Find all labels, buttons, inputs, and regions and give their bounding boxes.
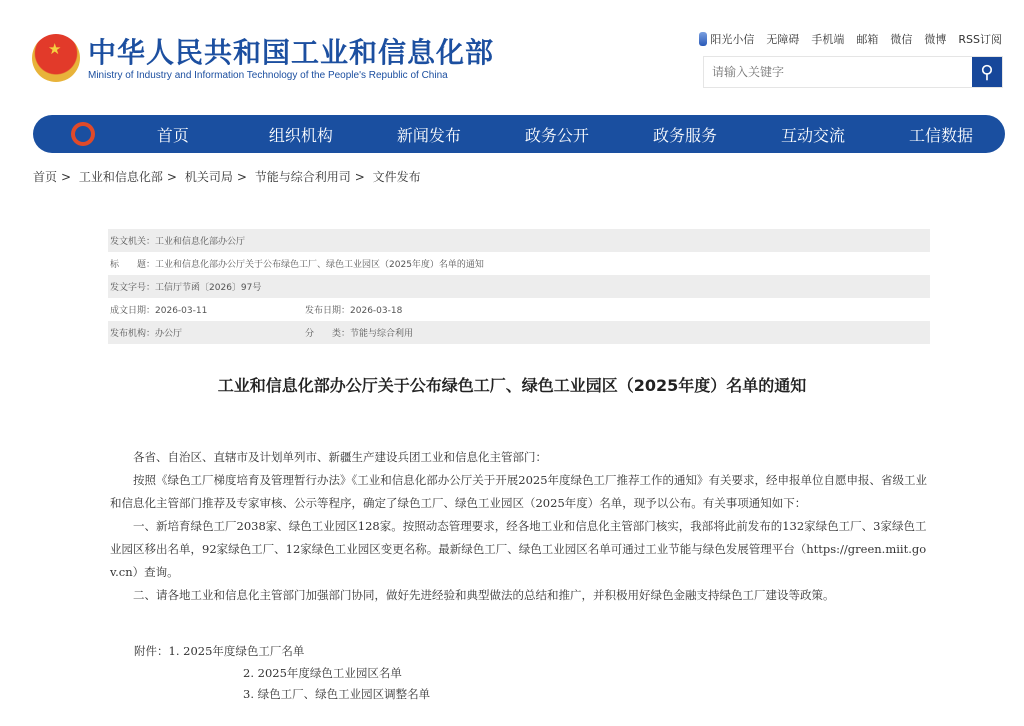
breadcrumb-miit[interactable]: 工业和信息化部 [78,170,163,184]
breadcrumb-energy-dept[interactable]: 节能与综合利用司 [254,170,351,184]
top-links [699,31,1002,47]
paragraph: 二、请各地工业和信息化主管部门加强部门协同，做好先进经验和典型做法的总结和推广，并积极用好绿色金融支持绿色工厂建设等政策。 [133,588,835,602]
attachment-link-1[interactable]: 附件：1. 2025年度绿色工厂名单 [134,644,305,658]
breadcrumb-departments[interactable]: 机关司局 [184,170,233,184]
site-title: 中华人民共和国工业和信息化部 [88,35,495,69]
nav-home[interactable]: 首页 [156,125,189,145]
breadcrumb: 首页 > 工业和信息化部 > 机关司局 > 节能与综合利用司 > 文件发布 [33,170,421,184]
nav-news[interactable]: 新闻发布 [396,125,461,145]
search-icon: ⚲ [980,61,994,82]
breadcrumb-home[interactable]: 首页 [33,170,58,184]
article-title: 工业和信息化部办公厅关于公布绿色工厂、绿色工业园区（2025年度）名单的通知 [217,376,807,395]
site-logo[interactable] [32,34,494,82]
meta-row-docno: 发文字号： 工信厅节函〔2026〕97号 [108,275,930,298]
link-weibo[interactable]: 微博 [924,33,947,46]
paragraph: 一、新培育绿色工厂2038家、绿色工业园区128家。按照动态管理要求，经各地工业和信息化主管部门核实，我部将此前发布的132家绿色工厂、3家绿色工业园区移出名单，92家绿色工厂、12家绿色工业园区变更名称。最新绿色工厂、绿色工业园区名单可通过工业节能与绿色发展管理平台（https://green.miit.gov.cn）查询。 [110,519,927,579]
attachment-link-2[interactable]: 2. 2025年度绿色工业园区名单 [243,666,402,680]
nav-interaction[interactable]: 互动交流 [780,125,845,145]
meta-row-title: 标 题： 工业和信息化部办公厅关于公布绿色工厂、绿色工业园区（2025年度）名单的通知 [110,260,484,270]
national-emblem-icon [32,34,80,82]
nav-data[interactable]: 工信数据 [908,125,973,145]
meta-row-org: 发布机构：办公厅 分 类：节能与综合利用 [108,321,930,344]
link-accessibility[interactable]: 无障碍 [766,33,800,46]
link-mobile[interactable]: 手机端 [811,33,845,46]
link-sunshine[interactable]: 阳光小信 [699,31,754,47]
attachment-link-3[interactable]: 3. 绿色工厂、绿色工业园区调整名单 [243,687,431,701]
meta-row-issuer: 发文机关： 工业和信息化部办公厅 [108,229,930,252]
nav-logo-icon [71,122,95,146]
link-rss[interactable]: RSS订阅 [958,33,1002,46]
search-box [703,56,1003,88]
search-input[interactable] [704,57,972,87]
main-nav [33,115,1005,153]
nav-public-affairs[interactable]: 政务公开 [524,125,589,145]
sunshine-icon [699,32,707,46]
salutation: 各省、自治区、直辖市及计划单列市、新疆生产建设兵团工业和信息化主管部门： [133,450,547,464]
nav-services[interactable]: 政务服务 [652,125,717,145]
document-meta-table [108,229,930,344]
paragraph: 按照《绿色工厂梯度培育及管理暂行办法》《工业和信息化部办公厅关于开展2025年度绿色工厂推荐工作的通知》有关要求，经申报单位自愿申报、省级工业和信息化主管部门推荐及专家审核、公示等程序，确定了绿色工厂、绿色工业园区（2025年度）名单，现予以公布。有关事项通知如下： [110,473,928,510]
breadcrumb-documents[interactable]: 文件发布 [372,170,421,184]
nav-organization[interactable]: 组织机构 [268,125,333,145]
search-button[interactable] [972,57,1002,87]
meta-row-dates: 成文日期：2026-03-11 发布日期：2026-03-18 [110,306,403,316]
link-mail[interactable]: 邮箱 [856,33,879,46]
link-wechat[interactable]: 微信 [890,33,913,46]
article-body [110,446,932,607]
site-title-en: Ministry of Industry and Information Technology of the People's Republic of China [88,69,448,81]
